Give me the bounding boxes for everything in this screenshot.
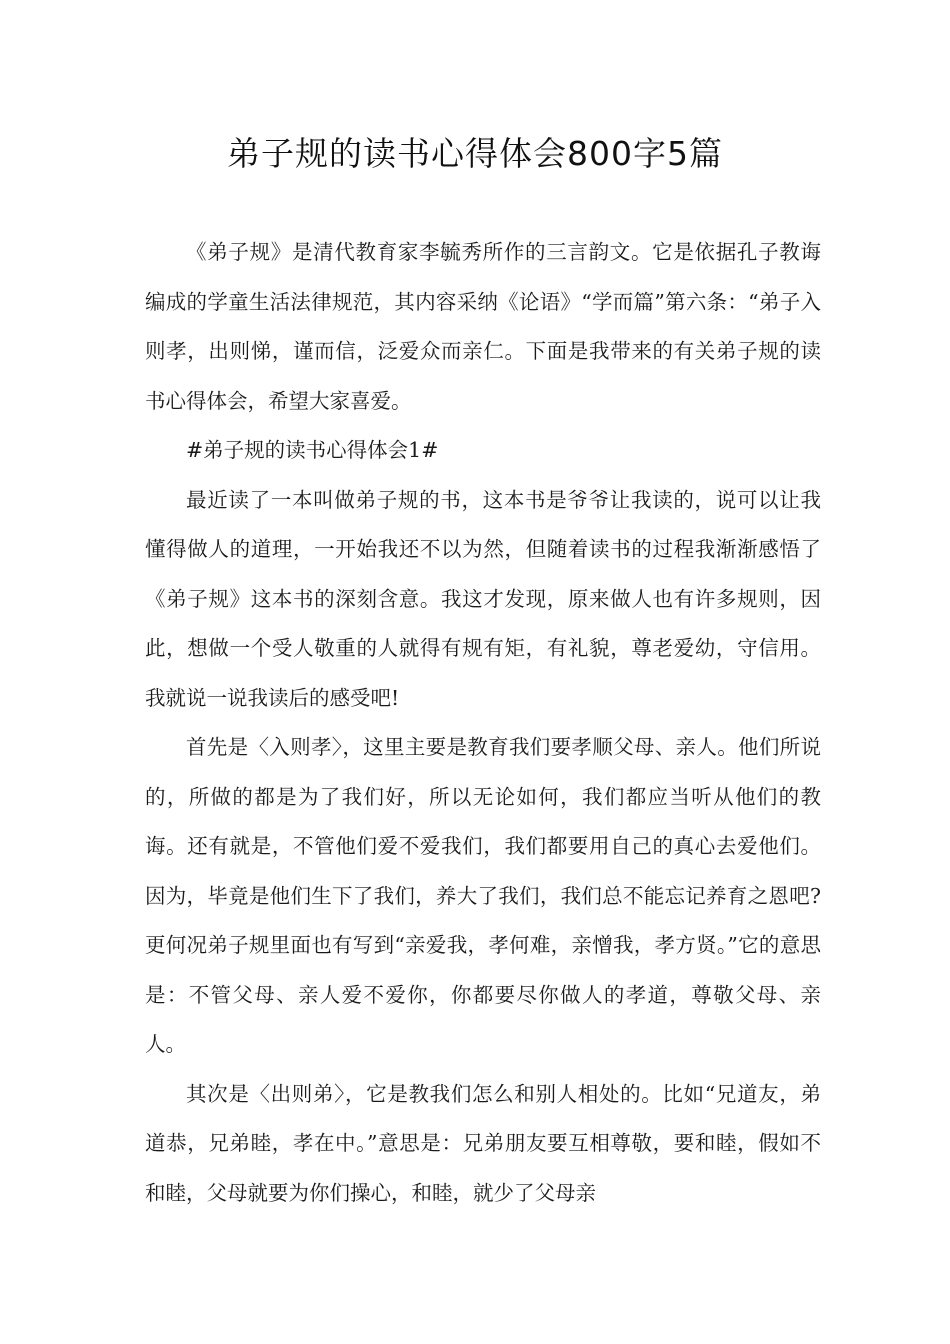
paragraph-intro: 《弟子规》是清代教育家李毓秀所作的三言韵文。它是依据孔子教诲编成的学童生活法律规范，其内容采纳《论语》“学而篇”第六条：“弟子入则孝，出则悌，谨而信，泛爱众而亲仁。下面是我带来的有关弟子规的读书心得体会，希望大家喜爱。 [145,240,821,413]
document-title: 弟子规的读书心得体会800字5篇 [227,134,723,173]
section-heading: #弟子规的读书心得体会1# [186,438,439,462]
document-body [145,228,821,1218]
paragraph: 首先是〈入则孝〉，这里主要是教育我们要孝顺父母、亲人。他们所说的，所做的都是为了我们好，所以无论如何，我们都应当听从他们的教诲。还有就是，不管他们爱不爱我们，我们都要用自己的真心去爱他们。因为，毕竟是他们生下了我们，养大了我们，我们总不能忘记养育之恩吧?更何况弟子规里面也有写到“亲爱我，孝何难，亲憎我，孝方贤。”它的意思是：不管父母、亲人爱不爱你，你都要尽你做人的孝道，尊敬父母、亲人。 [145,735,821,1056]
paragraph: 最近读了一本叫做弟子规的书，这本书是爷爷让我读的，说可以让我懂得做人的道理，一开始我还不以为然，但随着读书的过程我渐渐感悟了《弟子规》这本书的深刻含意。我这才发现，原来做人也有许多规则，因此，想做一个受人敬重的人就得有规有矩，有礼貌，尊老爱幼，守信用。我就说一说我读后的感受吧! [145,487,821,710]
paragraph: 其次是〈出则弟〉，它是教我们怎么和别人相处的。比如“兄道友，弟道恭，兄弟睦，孝在中。”意思是：兄弟朋友要互相尊敬，要和睦，假如不和睦，父母就要为你们操心，和睦，就少了父母亲 [145,1081,821,1205]
